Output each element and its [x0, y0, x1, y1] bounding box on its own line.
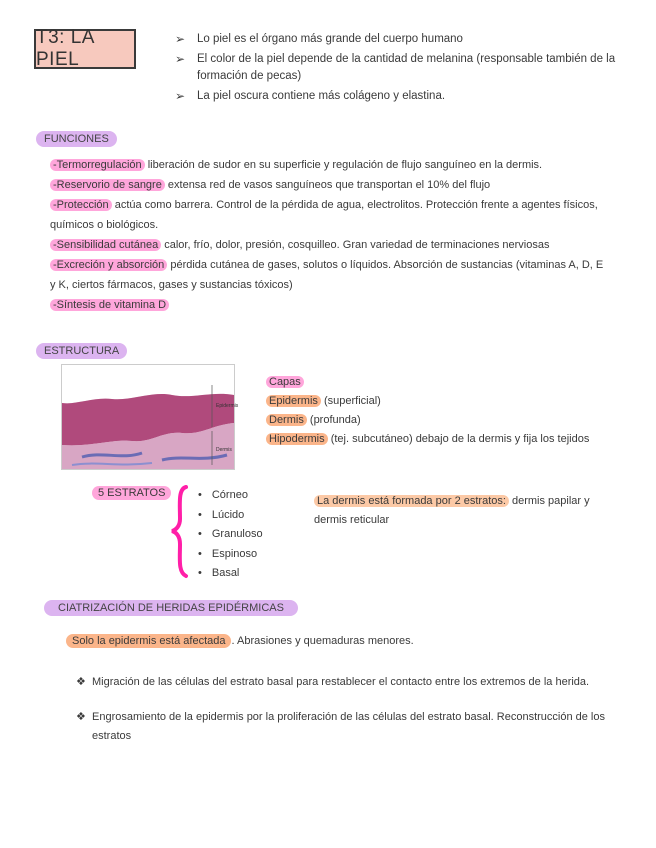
function-term: -Reservorio de sangre [50, 179, 165, 191]
function-desc: extensa red de vasos sanguíneos que transportan el 10% del flujo [164, 179, 491, 191]
list-item: • Granuloso [198, 525, 263, 545]
list-item [76, 673, 621, 692]
epidermis-image-label: Epidermis [216, 403, 239, 409]
cicatrizacion-heading-text: CIATRIZACIÓN DE HERIDAS EPIDÉRMICAS [44, 600, 298, 616]
page-title [34, 29, 136, 69]
title-text: T3: LA PIEL [36, 27, 94, 70]
dermis-note-text: dermis papilar y dermis reticular [314, 495, 590, 526]
capas-list [266, 373, 589, 449]
estratos-label [92, 487, 171, 499]
list-item [266, 392, 589, 411]
intro-text: El color de la piel depende de la cantidad de melanina (responsable también de la formación de pecas) [197, 53, 616, 82]
step-text: Engrosamiento de la epidermis por la proliferación de las células del estrato basal. Reconstrucción de los estratos [92, 711, 605, 742]
dermis-note [314, 492, 614, 530]
layer-term: Dermis [266, 414, 307, 426]
funciones-heading-text: FUNCIONES [36, 131, 117, 147]
layer-desc: (profunda) [306, 414, 361, 426]
layer-desc: (tej. subcutáneo) debajo de la dermis y fija los tejidos [327, 433, 590, 445]
list-item [76, 708, 621, 746]
list-item: • Espinoso [198, 545, 263, 565]
list-item [50, 295, 610, 315]
function-term: -Excreción y absorción [50, 259, 167, 271]
estratos-list [198, 486, 263, 584]
estructura-heading [36, 341, 127, 359]
arrow-bullet-icon: ➢ [175, 89, 186, 103]
function-desc: pérdida cutánea de gases, solutos o líquidos. Absorción de sustancias (vitaminas A, D, E y K, ciertos fármacos, gases y sustancias tóxicos) [50, 259, 604, 291]
intro-text: La piel oscura contiene más colágeno y elastina. [197, 90, 446, 102]
diamond-bullet-icon: ❖ [76, 676, 86, 688]
arrow-bullet-icon: ➢ [175, 52, 186, 66]
step-text: Migración de las células del estrato basal para restablecer el contacto entre los extremos de la herida. [92, 676, 590, 688]
intro-text: Lo piel es el órgano más grande del cuerpo humano [197, 33, 463, 45]
cicatrizacion-steps [76, 673, 621, 762]
skin-histology-image [61, 364, 239, 470]
funciones-list [50, 155, 610, 315]
funciones-heading [36, 129, 117, 147]
dermis-note-highlight: La dermis está formada por 2 estratos: [314, 495, 509, 507]
list-item [50, 195, 610, 235]
list-item [50, 235, 610, 255]
capas-heading-row [266, 373, 589, 392]
list-item [50, 175, 610, 195]
function-term: -Síntesis de vitamina D [50, 299, 169, 311]
list-item: • Lúcido [198, 506, 263, 526]
intro-line [175, 88, 625, 105]
curly-brace-icon [170, 484, 194, 584]
dermis-image-label: Dermis [216, 447, 232, 453]
layer-term: Epidermis [266, 395, 321, 407]
function-desc: calor, frío, dolor, presión, cosquilleo. Gran variedad de terminaciones nerviosas [161, 239, 550, 251]
estratos-label-text: 5 ESTRATOS [92, 486, 171, 500]
list-item [50, 155, 610, 175]
list-item [266, 430, 589, 449]
list-item [50, 255, 610, 295]
function-desc: liberación de sudor en su superficie y regulación de flujo sanguíneo en la dermis. [144, 159, 543, 171]
function-desc: actúa como barrera. Control de la pérdida de agua, electrolitos. Protección frente a agentes físicos, químicos o biológicos. [50, 199, 598, 231]
cicatrizacion-subtitle [66, 635, 414, 647]
list-item [266, 411, 589, 430]
estructura-heading-text: ESTRUCTURA [36, 343, 127, 359]
layer-term: Hipodermis [266, 433, 328, 445]
function-term: -Sensibilidad cutánea [50, 239, 161, 251]
layer-desc: (superficial) [320, 395, 381, 407]
list-item: • Basal [198, 564, 263, 584]
list-item: • Córneo [198, 486, 263, 506]
intro-notes [175, 31, 625, 108]
intro-line [175, 51, 625, 85]
capas-heading: Capas [266, 376, 304, 388]
cicatrizacion-highlight: Solo la epidermis está afectada [66, 634, 231, 648]
function-term: -Termorregulación [50, 159, 145, 171]
cicatrizacion-heading [44, 598, 298, 616]
arrow-bullet-icon: ➢ [175, 32, 186, 46]
cicatrizacion-sub-text: . Abrasiones y quemaduras menores. [231, 635, 414, 647]
intro-line [175, 31, 625, 48]
diamond-bullet-icon: ❖ [76, 711, 86, 723]
function-term: -Protección [50, 199, 112, 211]
